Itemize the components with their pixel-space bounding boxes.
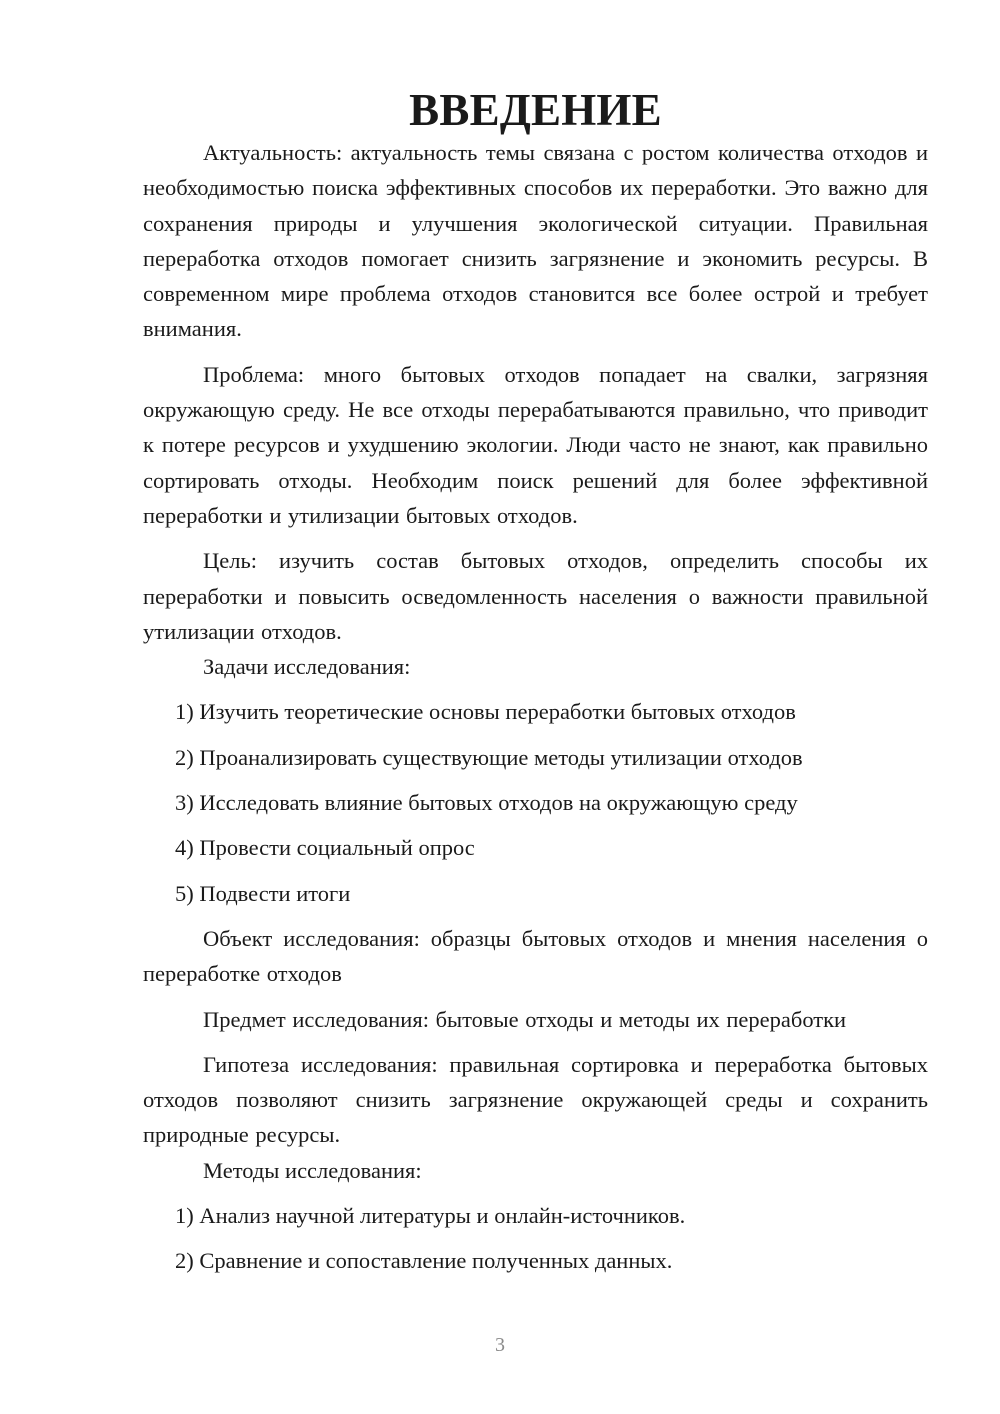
tasks-list	[143, 694, 928, 910]
methods-list	[143, 1198, 928, 1279]
methods-heading: Методы исследования:	[203, 1157, 422, 1183]
subject-paragraph: Предмет исследования: бытовые отходы и методы их переработки	[203, 1006, 847, 1032]
document-page	[143, 85, 928, 1279]
page-title: ВВЕДЕНИЕ	[409, 85, 662, 135]
relevance-paragraph: Актуальность: актуальность темы связана с ростом количества отходов и необходимостью поиска эффективных способов их переработки. Это важно для сохранения природы и улучшения экологической ситуации. Правильная переработка отходов помогает снизить загрязнение и экономить ресурсы. В современном мире проблема отходов становится все более острой и требует внимания.	[143, 140, 928, 342]
list-item: 1) Анализ научной литературы и онлайн-источников.	[175, 1203, 686, 1229]
list-item: 2) Проанализировать существующие методы утилизации отходов	[175, 744, 803, 770]
list-item: 5) Подвести итоги	[175, 880, 351, 906]
list-item: 4) Провести социальный опрос	[175, 835, 475, 861]
list-item: 2) Сравнение и сопоставление полученных данных.	[175, 1248, 673, 1274]
problem-paragraph: Проблема: много бытовых отходов попадает на свалки, загрязняя окружающую среду. Не все отходы перерабатываются правильно, что приводит к потере ресурсов и ухудшению экологии. Люди часто не знают, как правильно сортировать отходы. Необходим поиск решений для более эффективной переработки и утилизации бытовых отходов.	[143, 361, 928, 528]
tasks-heading: Задачи исследования:	[203, 654, 411, 680]
hypothesis-paragraph: Гипотеза исследования: правильная сортировка и переработка бытовых отходов позволяют снизить загрязнение окружающей среды и сохранить природные ресурсы.	[143, 1051, 928, 1148]
goal-paragraph: Цель: изучить состав бытовых отходов, определить способы их переработки и повысить осведомленность населения о важности правильной утилизации отходов.	[143, 548, 928, 644]
list-item: 3) Исследовать влияние бытовых отходов на окружающую среду	[175, 790, 798, 816]
list-item: 1) Изучить теоретические основы переработки бытовых отходов	[175, 699, 796, 725]
page-number: 3	[495, 1334, 505, 1356]
object-paragraph: Объект исследования: образцы бытовых отходов и мнения населения о переработке отходов	[143, 925, 928, 987]
